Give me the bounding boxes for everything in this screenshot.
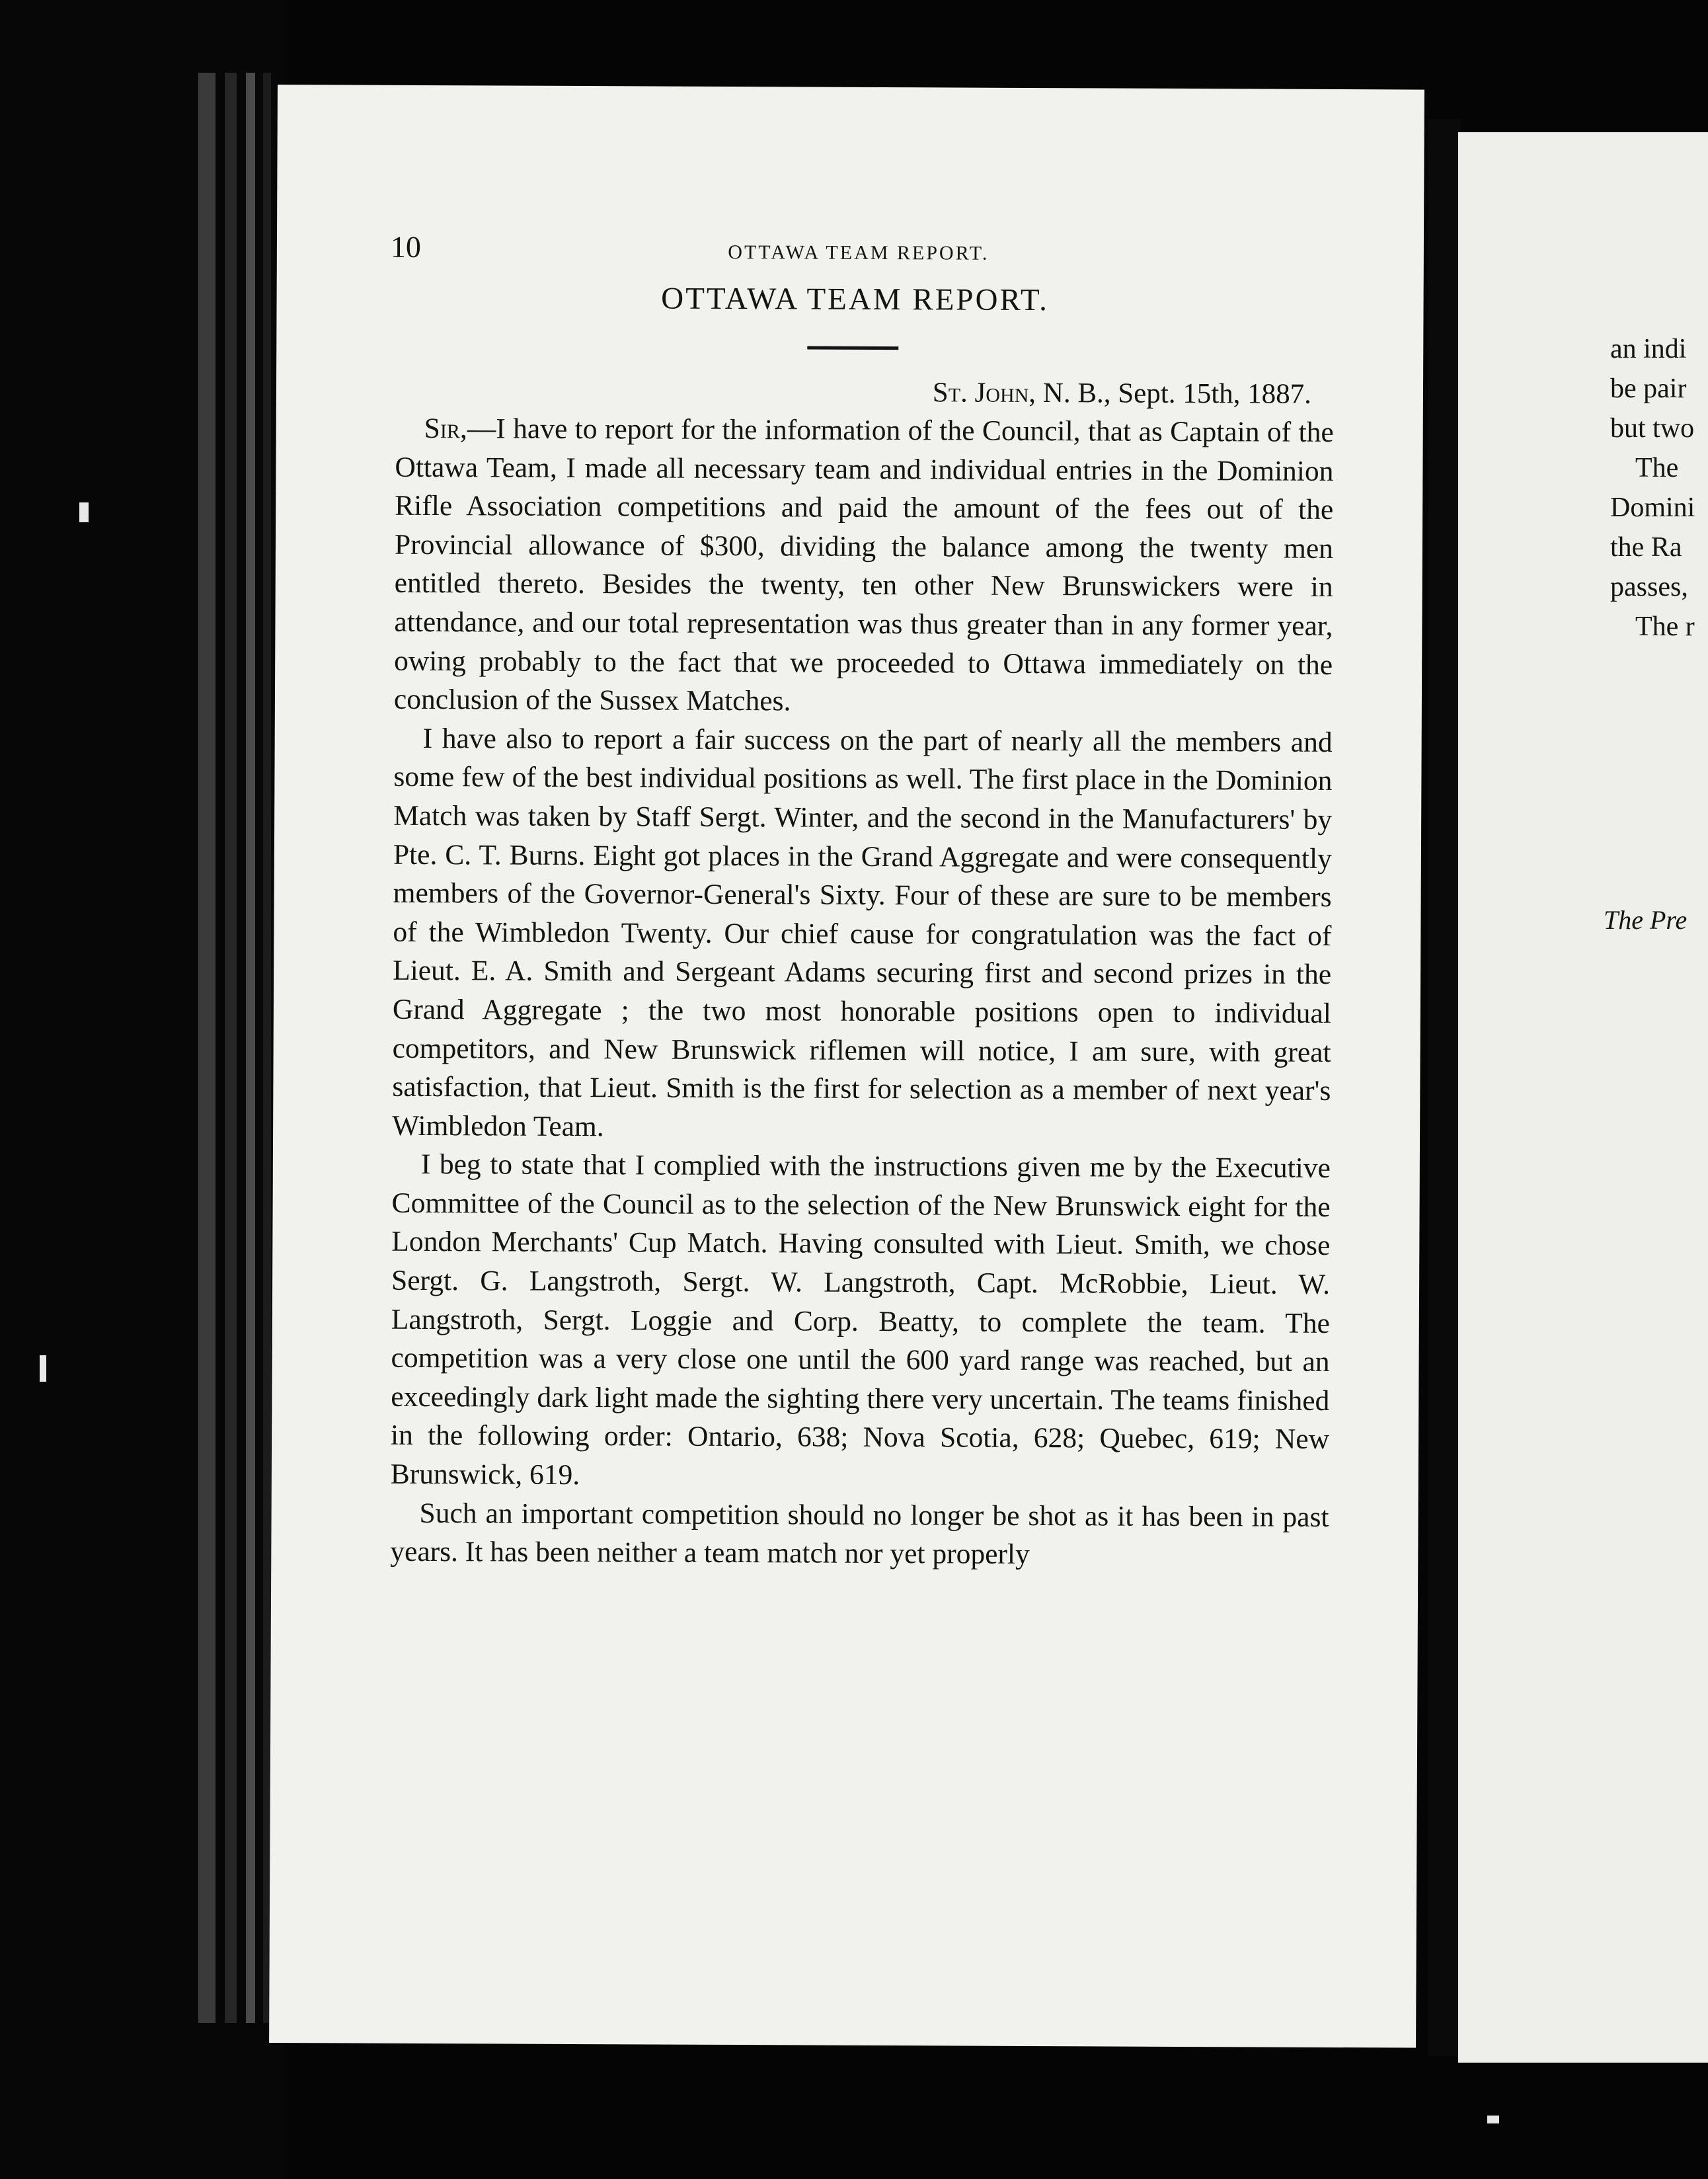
facing-line: Domini bbox=[1610, 493, 1695, 523]
page-text-block bbox=[390, 218, 1335, 1575]
facing-line: an indi bbox=[1610, 334, 1687, 364]
facing-line: The bbox=[1635, 453, 1679, 483]
facing-line: but two bbox=[1610, 413, 1695, 444]
facing-line: the Ra bbox=[1610, 532, 1682, 563]
page-edge bbox=[225, 73, 237, 2023]
dateline-place: St. John bbox=[932, 377, 1029, 409]
page-header bbox=[390, 218, 1335, 274]
paragraph: I have also to report a fair success on the part of nearly all the members and some few of the best individual positions as well. The first place in the Dominion Match was taken by Staff Sergt. Winter, and the second in the Manufacturers' by Pte. C. T. Burns. Eight got places in the Grand Aggregate and were consequently members of the Governor-General's Sixty. Four of these are sure to be members of the Wimbledon Twenty. Our chief cause for congratulation was the fact of Lieut. E. A. Smith and Sergeant Adams securing first and second prizes in the Grand Aggregate ; the two most honorable positions open to individual competitors, and New Brunswick riflemen will notice, I am sure, with great satisfaction, that Lieut. Smith is the first for selection as a member of next year's Wimbledon Team. bbox=[392, 722, 1333, 1142]
report-title: OTTAWA TEAM REPORT. bbox=[661, 281, 1050, 318]
facing-line: passes, bbox=[1610, 572, 1688, 602]
paragraph bbox=[394, 409, 1334, 723]
facing-page-text bbox=[1610, 329, 1695, 647]
scan-speck bbox=[1487, 2116, 1499, 2123]
title-rule bbox=[807, 346, 898, 350]
facing-italic-heading: The Pre bbox=[1604, 905, 1688, 935]
page-number: 10 bbox=[390, 229, 422, 264]
dateline-rest: , N. B., Sept. 15th, 1887. bbox=[1029, 377, 1312, 410]
page-edge bbox=[198, 73, 215, 2023]
salutation: Sir, bbox=[424, 412, 467, 445]
paragraph-text: —I have to report for the information of the Council, that as Captain of the Ottawa Team, I made all necessary team and individual entries in the Dominion Rifle Association competitions and paid the amount of the fees out of the Provincial allowance of $300, dividing the balance among the twenty men entitled thereto. Besides the twenty, ten other New Brunswickers were in attendance, and our total representation was thus greater than in any former year, owing probably to the fact that we proceeded to Ottawa immediately on the conclusion of the Sussex Matches. bbox=[393, 413, 1334, 717]
scan-speck bbox=[40, 1355, 46, 1382]
right-page bbox=[1458, 132, 1708, 2063]
facing-line: be pair bbox=[1610, 374, 1687, 404]
book-gutter bbox=[1428, 119, 1461, 2056]
facing-line: The r bbox=[1635, 612, 1695, 642]
page-edge bbox=[246, 73, 255, 2023]
left-page bbox=[269, 85, 1424, 2048]
paragraph: Such an important competition should no longer be shot as it has been in past years. It has been neither a team match nor yet properly bbox=[390, 1497, 1329, 1571]
book-binding bbox=[0, 0, 284, 2179]
scan-speck bbox=[79, 502, 89, 522]
running-head: OTTAWA TEAM REPORT. bbox=[728, 241, 990, 264]
paragraph: I beg to state that I complied with the instructions given me by the Executive Committee of the Council as to the selection of the New Brunswick eight for the London Merchants' Cup Match. Having consulted with Lieut. Smith, we chose Sergt. G. Langstroth, Sergt. W. Langstroth, Capt. McRobbie, Lieut. W. Langstroth, Sergt. Loggie and Corp. Beatty, to complete the team. The competition was a very close one until the 600 yard range was reached, but an exceedingly dark light made the sighting there very uncertain. The teams finished in the following order: Ontario, 638; Nova Scotia, 628; Quebec, 619; New Brunswick, 619. bbox=[390, 1148, 1331, 1491]
dateline bbox=[395, 374, 1311, 411]
